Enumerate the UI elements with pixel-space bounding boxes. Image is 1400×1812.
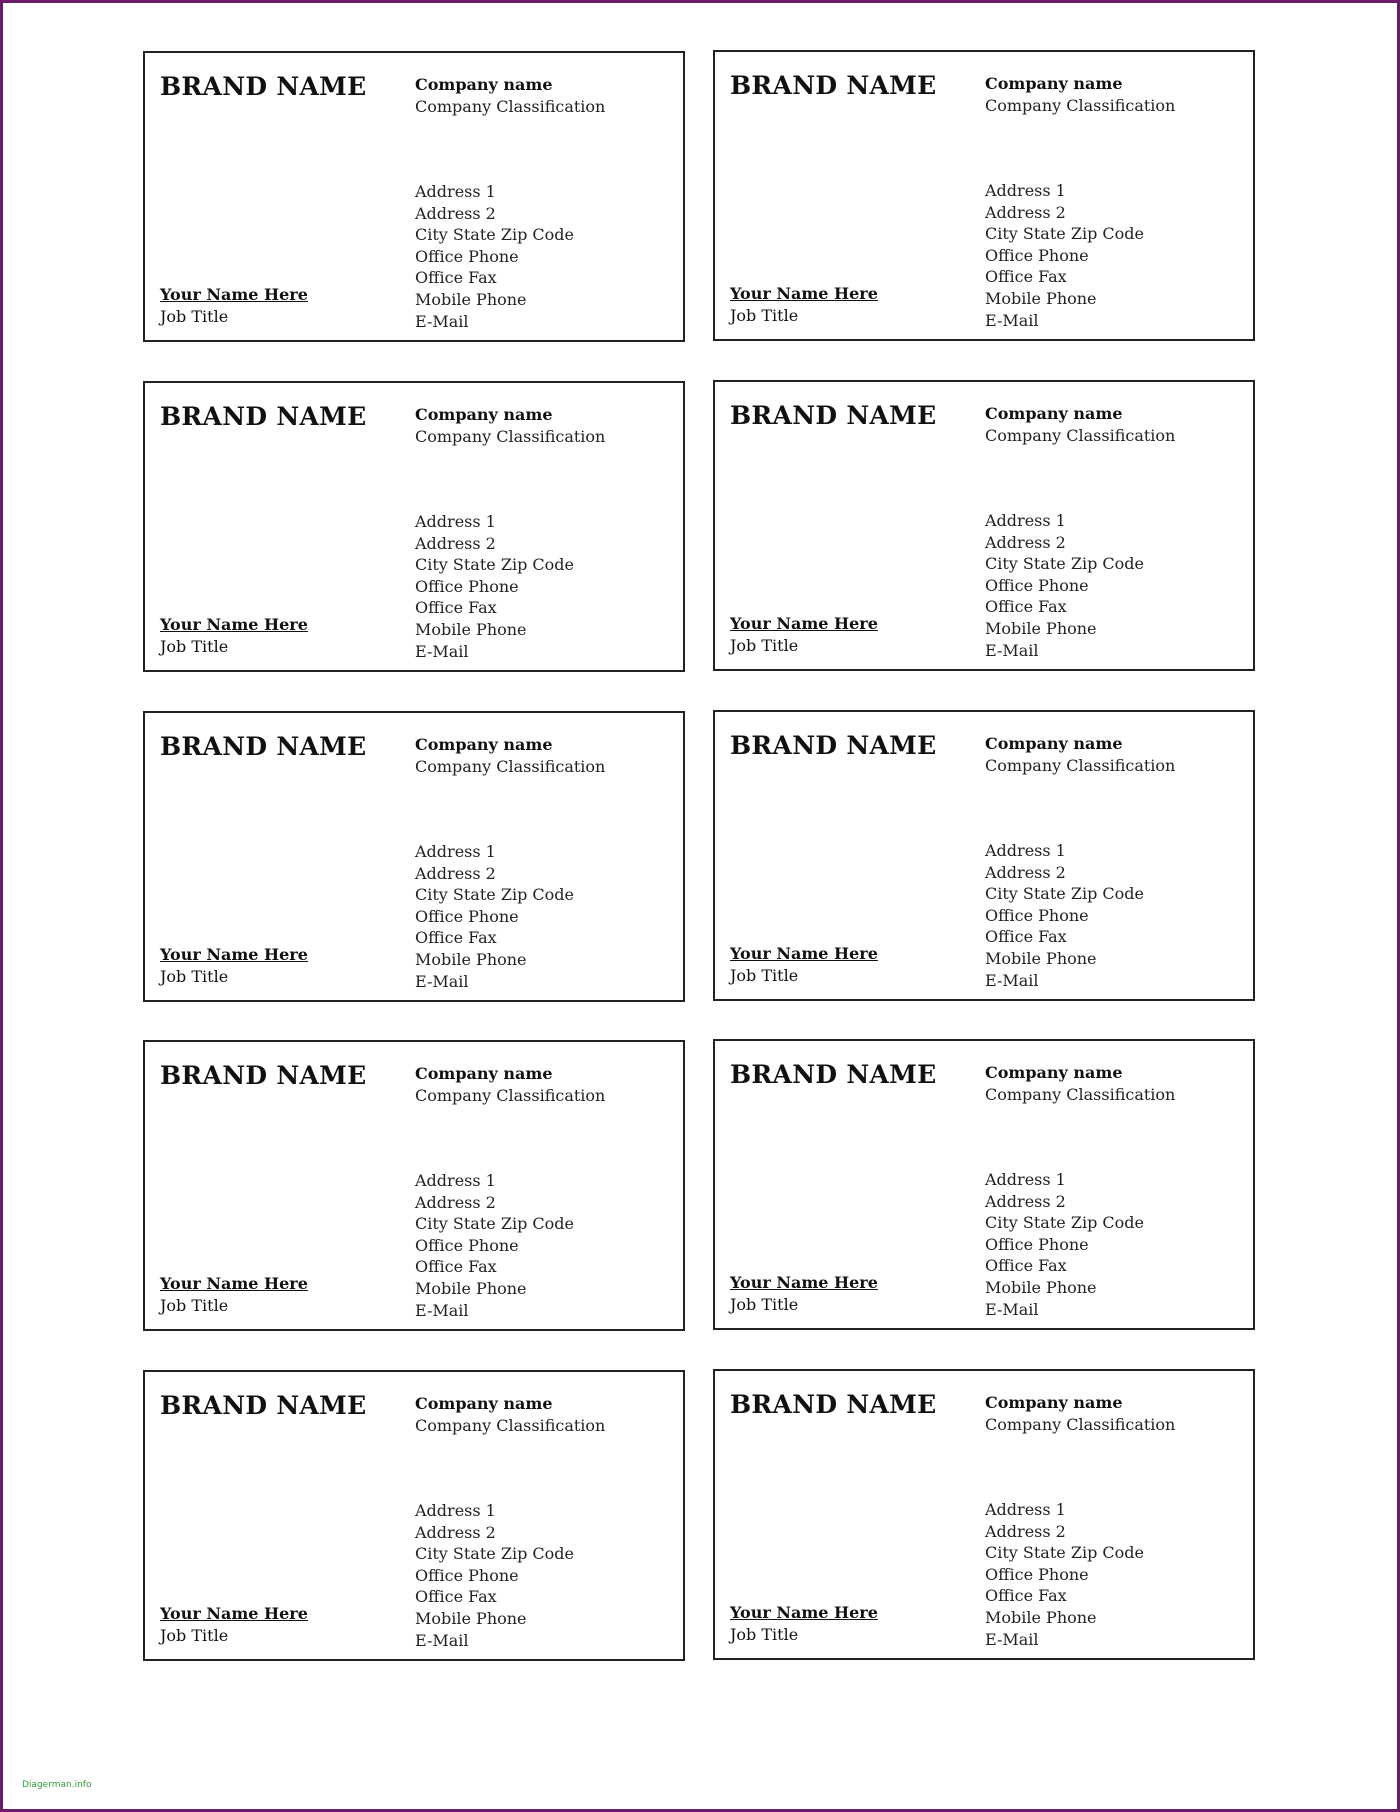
office-phone: Office Phone (415, 1235, 519, 1255)
contact-list (985, 1169, 1144, 1320)
brand-name: BRAND NAME (160, 402, 367, 431)
person-name: Your Name Here (730, 1273, 878, 1292)
city-state-zip: City State Zip Code (985, 1213, 1144, 1233)
company-name: Company name (985, 734, 1123, 753)
office-fax: Office Fax (985, 267, 1067, 287)
address-1: Address 1 (415, 182, 496, 201)
job-title: Job Title (160, 307, 229, 326)
company-classification: Company Classification (985, 1085, 1176, 1104)
office-fax: Office Fax (415, 1257, 497, 1277)
address-1: Address 1 (985, 511, 1066, 530)
job-title: Job Title (160, 1626, 229, 1645)
person-block (160, 1603, 308, 1647)
business-card-1 (143, 51, 685, 342)
office-phone: Office Phone (985, 1564, 1089, 1584)
city-state-zip: City State Zip Code (415, 1214, 574, 1234)
office-phone: Office Phone (985, 905, 1089, 925)
city-state-zip: City State Zip Code (985, 554, 1144, 574)
brand-name: BRAND NAME (730, 1060, 937, 1089)
city-state-zip: City State Zip Code (415, 1544, 574, 1564)
office-phone: Office Phone (415, 576, 519, 596)
person-block (730, 943, 878, 987)
job-title: Job Title (730, 636, 799, 655)
business-card-8 (713, 1039, 1255, 1330)
company-classification: Company Classification (415, 757, 606, 776)
brand-name: BRAND NAME (730, 731, 937, 760)
company-classification: Company Classification (985, 96, 1176, 115)
contact-list (985, 510, 1144, 661)
company-classification: Company Classification (985, 756, 1176, 775)
mobile-phone: Mobile Phone (415, 1608, 527, 1628)
email: E-Mail (415, 1300, 469, 1320)
brand-name: BRAND NAME (730, 71, 937, 100)
address-1: Address 1 (415, 842, 496, 861)
brand-name: BRAND NAME (160, 732, 367, 761)
address-2: Address 2 (415, 203, 496, 223)
business-card-3 (143, 381, 685, 672)
person-block (160, 944, 308, 988)
city-state-zip: City State Zip Code (985, 1543, 1144, 1563)
company-block (415, 74, 605, 118)
person-name: Your Name Here (730, 1603, 878, 1622)
contact-list (985, 840, 1144, 991)
person-block (160, 614, 308, 658)
job-title: Job Title (160, 967, 229, 986)
office-phone: Office Phone (985, 245, 1089, 265)
company-name: Company name (985, 1063, 1123, 1082)
company-classification: Company Classification (985, 1415, 1176, 1434)
email: E-Mail (415, 311, 469, 331)
company-name: Company name (985, 1393, 1123, 1412)
address-2: Address 2 (415, 1522, 496, 1542)
address-1: Address 1 (985, 841, 1066, 860)
person-name: Your Name Here (160, 945, 308, 964)
mobile-phone: Mobile Phone (415, 619, 527, 639)
company-block (985, 1062, 1175, 1106)
job-title: Job Title (160, 637, 229, 656)
address-2: Address 2 (415, 863, 496, 883)
company-block (985, 1392, 1175, 1436)
watermark-text: Diagerman.info (22, 1780, 92, 1790)
person-name: Your Name Here (160, 1274, 308, 1293)
address-2: Address 2 (415, 533, 496, 553)
office-phone: Office Phone (415, 906, 519, 926)
brand-name: BRAND NAME (730, 401, 937, 430)
mobile-phone: Mobile Phone (985, 618, 1097, 638)
person-name: Your Name Here (160, 1604, 308, 1623)
person-name: Your Name Here (730, 944, 878, 963)
address-1: Address 1 (985, 1170, 1066, 1189)
person-name: Your Name Here (160, 285, 308, 304)
brand-name: BRAND NAME (160, 72, 367, 101)
email: E-Mail (985, 970, 1039, 990)
office-fax: Office Fax (415, 598, 497, 618)
company-block (415, 1063, 605, 1107)
job-title: Job Title (730, 966, 799, 985)
company-block (985, 403, 1175, 447)
company-name: Company name (985, 404, 1123, 423)
office-fax: Office Fax (985, 927, 1067, 947)
person-block (160, 284, 308, 328)
person-block (730, 283, 878, 327)
company-classification: Company Classification (415, 97, 606, 116)
address-1: Address 1 (415, 512, 496, 531)
address-1: Address 1 (985, 181, 1066, 200)
company-name: Company name (415, 1394, 553, 1413)
business-card-4 (713, 380, 1255, 671)
job-title: Job Title (730, 306, 799, 325)
business-card-2 (713, 50, 1255, 341)
mobile-phone: Mobile Phone (985, 288, 1097, 308)
brand-name: BRAND NAME (160, 1391, 367, 1420)
company-block (415, 404, 605, 448)
address-2: Address 2 (985, 1191, 1066, 1211)
city-state-zip: City State Zip Code (415, 225, 574, 245)
company-name: Company name (415, 405, 553, 424)
email: E-Mail (415, 641, 469, 661)
company-classification: Company Classification (415, 1416, 606, 1435)
person-block (730, 1602, 878, 1646)
contact-list (985, 180, 1144, 331)
mobile-phone: Mobile Phone (415, 289, 527, 309)
brand-name: BRAND NAME (730, 1390, 937, 1419)
person-block (160, 1273, 308, 1317)
person-name: Your Name Here (160, 615, 308, 634)
contact-list (415, 1500, 574, 1651)
address-1: Address 1 (415, 1501, 496, 1520)
mobile-phone: Mobile Phone (985, 1607, 1097, 1627)
office-phone: Office Phone (415, 1565, 519, 1585)
office-phone: Office Phone (985, 575, 1089, 595)
company-block (415, 734, 605, 778)
company-block (415, 1393, 605, 1437)
job-title: Job Title (730, 1625, 799, 1644)
company-classification: Company Classification (985, 426, 1176, 445)
contact-list (415, 1170, 574, 1321)
address-1: Address 1 (415, 1171, 496, 1190)
email: E-Mail (415, 971, 469, 991)
company-classification: Company Classification (415, 427, 606, 446)
mobile-phone: Mobile Phone (415, 949, 527, 969)
mobile-phone: Mobile Phone (985, 948, 1097, 968)
contact-list (415, 511, 574, 662)
contact-list (415, 181, 574, 332)
address-2: Address 2 (985, 862, 1066, 882)
company-name: Company name (415, 1064, 553, 1083)
office-fax: Office Fax (985, 1256, 1067, 1276)
city-state-zip: City State Zip Code (985, 224, 1144, 244)
office-phone: Office Phone (415, 246, 519, 266)
email: E-Mail (985, 640, 1039, 660)
business-card-5 (143, 711, 685, 1002)
company-name: Company name (415, 735, 553, 754)
address-1: Address 1 (985, 1500, 1066, 1519)
contact-list (415, 841, 574, 992)
company-classification: Company Classification (415, 1086, 606, 1105)
office-fax: Office Fax (415, 268, 497, 288)
address-2: Address 2 (985, 202, 1066, 222)
office-fax: Office Fax (415, 1587, 497, 1607)
company-block (985, 733, 1175, 777)
city-state-zip: City State Zip Code (985, 884, 1144, 904)
business-card-6 (713, 710, 1255, 1001)
mobile-phone: Mobile Phone (985, 1277, 1097, 1297)
office-phone: Office Phone (985, 1234, 1089, 1254)
business-card-7 (143, 1040, 685, 1331)
email: E-Mail (985, 1629, 1039, 1649)
company-block (985, 73, 1175, 117)
person-name: Your Name Here (730, 284, 878, 303)
email: E-Mail (415, 1630, 469, 1650)
company-name: Company name (415, 75, 553, 94)
brand-name: BRAND NAME (160, 1061, 367, 1090)
email: E-Mail (985, 1299, 1039, 1319)
mobile-phone: Mobile Phone (415, 1278, 527, 1298)
address-2: Address 2 (985, 532, 1066, 552)
business-card-10 (713, 1369, 1255, 1660)
contact-list (985, 1499, 1144, 1650)
company-name: Company name (985, 74, 1123, 93)
person-name: Your Name Here (730, 614, 878, 633)
business-card-9 (143, 1370, 685, 1661)
office-fax: Office Fax (985, 597, 1067, 617)
city-state-zip: City State Zip Code (415, 885, 574, 905)
person-block (730, 613, 878, 657)
address-2: Address 2 (415, 1192, 496, 1212)
job-title: Job Title (730, 1295, 799, 1314)
city-state-zip: City State Zip Code (415, 555, 574, 575)
office-fax: Office Fax (415, 928, 497, 948)
email: E-Mail (985, 310, 1039, 330)
person-block (730, 1272, 878, 1316)
address-2: Address 2 (985, 1521, 1066, 1541)
job-title: Job Title (160, 1296, 229, 1315)
office-fax: Office Fax (985, 1586, 1067, 1606)
